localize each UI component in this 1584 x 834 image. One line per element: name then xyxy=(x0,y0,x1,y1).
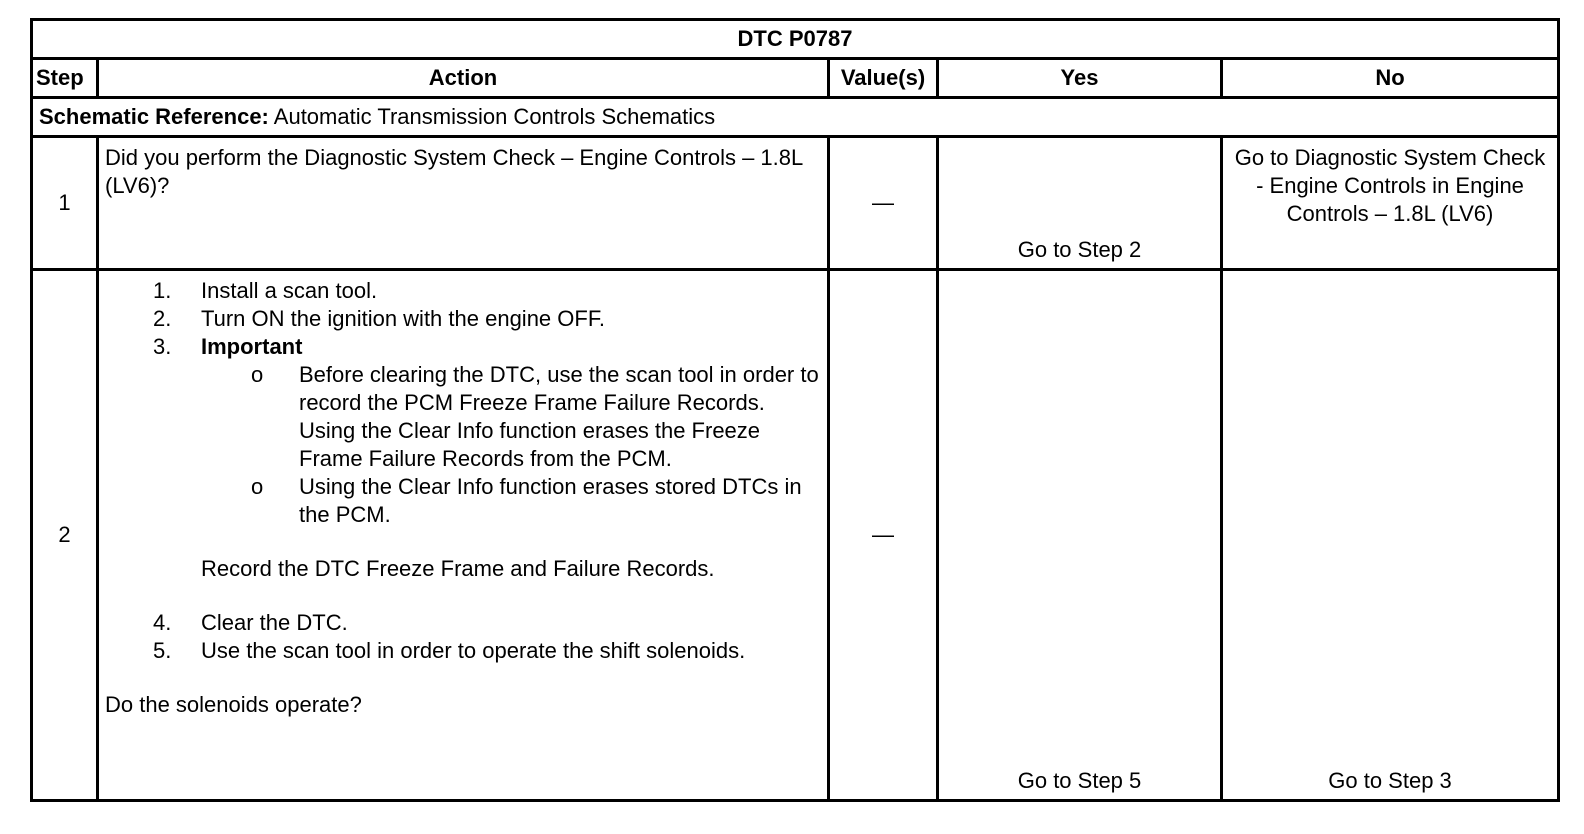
action-cell xyxy=(98,270,829,801)
list-text: Use the scan tool in order to operate the shift solenoids. xyxy=(201,638,746,663)
bullet-text: Using the Clear Info function erases stored DTCs in the PCM. xyxy=(299,474,802,527)
list-item xyxy=(201,473,821,529)
important-label: Important xyxy=(201,334,303,359)
header-step: Step xyxy=(32,59,98,98)
schematic-label: Schematic Reference: xyxy=(39,104,269,129)
header-no: No xyxy=(1222,59,1559,98)
bullet-icon: o xyxy=(251,474,264,499)
header-action: Action xyxy=(98,59,829,98)
header-values: Value(s) xyxy=(829,59,938,98)
value-cell: — xyxy=(829,137,938,270)
step-list-continued xyxy=(105,609,821,665)
bullet-text: Before clearing the DTC, use the scan tool in order to record the PCM Freeze Frame Failure Records. Using the Clear Info function erases the Freeze Frame Failure Records from the PCM. xyxy=(299,362,819,471)
question-text: Do the solenoids operate? xyxy=(105,692,362,717)
table-title: DTC P0787 xyxy=(32,20,1559,59)
bullet-icon: o xyxy=(251,362,264,387)
dtc-table xyxy=(30,18,1560,802)
step-number: 1 xyxy=(32,137,98,270)
record-instruction: Record the DTC Freeze Frame and Failure Records. xyxy=(201,556,715,581)
list-text: Install a scan tool. xyxy=(201,278,378,303)
list-item xyxy=(105,333,821,529)
list-item xyxy=(105,637,821,665)
no-cell: Go to Diagnostic System Check - Engine Controls in Engine Controls – 1.8L (LV6) xyxy=(1222,137,1559,270)
schematic-reference xyxy=(32,98,1559,137)
list-number: 4. xyxy=(153,610,172,635)
list-number: 2. xyxy=(153,306,172,331)
action-text: Did you perform the Diagnostic System Check – Engine Controls – 1.8L (LV6)? xyxy=(98,137,829,270)
header-yes: Yes xyxy=(938,59,1222,98)
value-cell: — xyxy=(829,270,938,801)
list-item xyxy=(105,305,821,333)
step-number: 2 xyxy=(32,270,98,801)
list-number: 3. xyxy=(153,334,172,359)
list-text: Clear the DTC. xyxy=(201,610,348,635)
header-row xyxy=(32,59,1559,98)
list-number: 1. xyxy=(153,278,172,303)
list-item xyxy=(201,361,821,473)
list-item xyxy=(105,277,821,305)
title-row xyxy=(32,20,1559,59)
no-cell: Go to Step 3 xyxy=(1222,270,1559,801)
list-item xyxy=(105,609,821,637)
important-list xyxy=(201,361,821,529)
list-number: 5. xyxy=(153,638,172,663)
table-row xyxy=(32,137,1559,270)
table-row xyxy=(32,270,1559,801)
list-text: Turn ON the ignition with the engine OFF. xyxy=(201,306,605,331)
yes-cell: Go to Step 2 xyxy=(938,137,1222,270)
yes-cell: Go to Step 5 xyxy=(938,270,1222,801)
step-list xyxy=(105,277,821,529)
schematic-reference-row xyxy=(32,98,1559,137)
schematic-text: Automatic Transmission Controls Schematics xyxy=(268,104,716,129)
